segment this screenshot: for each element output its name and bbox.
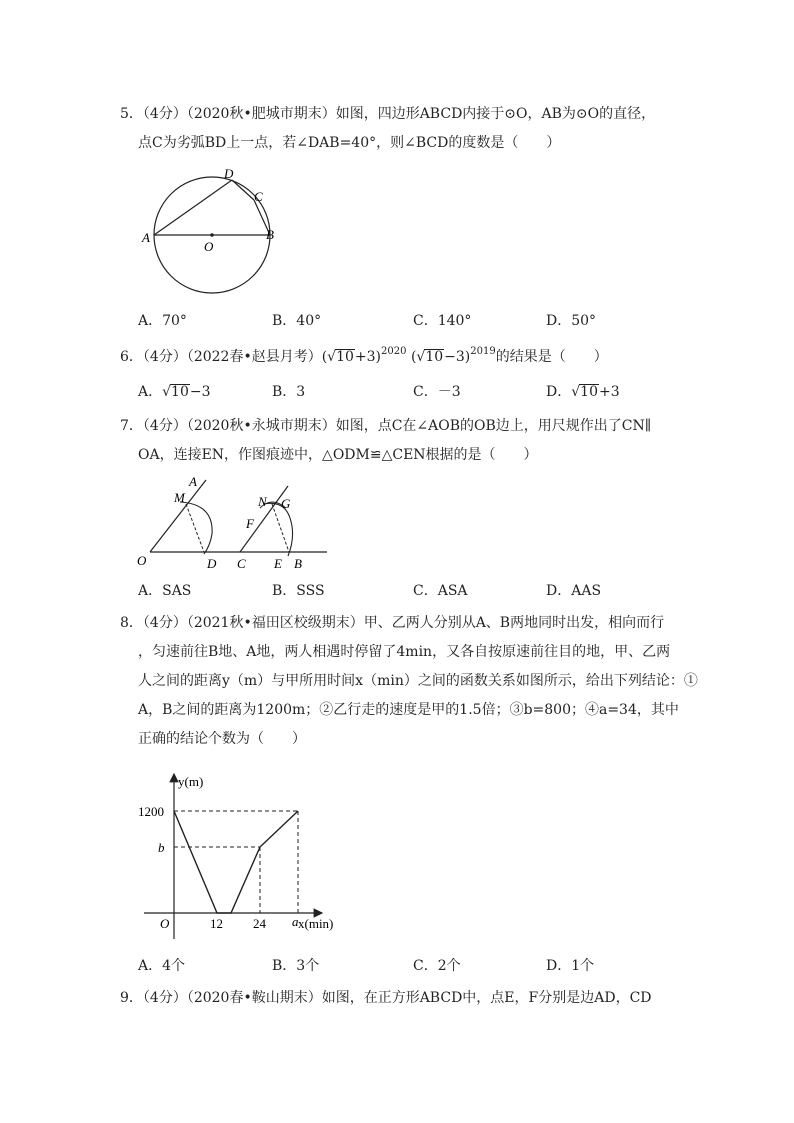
q7-option-a[interactable]: A．SAS xyxy=(138,583,192,599)
q6-option-a-radicand: 10 xyxy=(171,384,189,400)
q8-x12: 12 xyxy=(210,916,223,931)
q7-line2: OA，连接EN，作图痕迹中，△ODM≌△CEN根据的是（ ） xyxy=(138,447,538,463)
q5-line2: 点C为劣弧BD上一点，若∠DAB=40°，则∠BCD的度数是（ ） xyxy=(138,135,561,151)
q5-circle-figure xyxy=(130,160,290,295)
q9-line1: 9．（4分）（2020春•鞍山期末）如图，在正方形ABCD中，点E，F分别是边AD，CD xyxy=(120,990,652,1006)
q8-option-b[interactable]: B．3个 xyxy=(272,958,320,974)
q8-option-d[interactable]: D．1个 xyxy=(546,958,595,974)
q5-label-b: B xyxy=(266,227,274,242)
q7-line1: 7．（4分）（2020秋•永城市期末）如图，点C在∠AOB的OB边上，用尺规作出了CN∥ xyxy=(120,418,652,434)
q5-label-a: A xyxy=(142,230,150,245)
q6-suffix: 的结果是（ ） xyxy=(495,349,608,365)
q5-label-c: C xyxy=(254,189,263,204)
q6-exp1: 2020 xyxy=(381,346,407,357)
q7-option-d[interactable]: D．AAS xyxy=(546,583,602,599)
q8-option-a[interactable]: A．4个 xyxy=(138,958,186,974)
q5-option-d[interactable]: D．50° xyxy=(546,313,597,329)
q5-line1: 5．（4分）（2020秋•肥城市期末）如图，四边形ABCD内接于⊙O，AB为⊙O的直径， xyxy=(120,106,656,122)
q7-label-e: E xyxy=(274,556,282,571)
q6-exp2: 2019 xyxy=(470,346,496,357)
q8-origin: O xyxy=(160,916,170,931)
q6-expr1-open: ( xyxy=(321,349,328,365)
q6-option-a-tail: −3 xyxy=(189,384,211,400)
q8-x24: 24 xyxy=(253,916,266,931)
q6-option-a[interactable] xyxy=(138,382,211,402)
q6-option-a-label: A． xyxy=(138,384,163,400)
q6-option-c[interactable]: C．－3 xyxy=(413,384,461,400)
q8-line4: A，B之间的距离为1200m；②乙行走的速度是甲的1.5倍；③b=800；④a=34，其中 xyxy=(138,702,679,718)
q8-line3: 人之间的距离y（m）与甲所用时间x（min）之间的函数关系如图所示，给出下列结论：① xyxy=(138,673,698,689)
q8-y1200: 1200 xyxy=(138,804,164,819)
q5-option-c[interactable]: C．140° xyxy=(413,313,472,329)
q6-expr2-close: −3) xyxy=(444,349,471,365)
q6-expr1-radicand: 10 xyxy=(336,349,354,365)
q8-option-c[interactable]: C．2个 xyxy=(413,958,461,974)
sqrt-icon: √ xyxy=(416,349,426,365)
q7-label-a: A xyxy=(189,474,197,489)
sqrt-icon: √ xyxy=(571,384,581,400)
q6-expr1-close: +3) xyxy=(354,349,382,365)
q7-label-d: D xyxy=(207,556,217,571)
q8-ylabel: y(m) xyxy=(178,774,204,789)
q7-label-m: M xyxy=(174,490,185,505)
q6-prefix: 6．（4分）（2022春•赵县月考） xyxy=(120,349,322,365)
q8-xa: a xyxy=(292,914,299,929)
q6-expr2-radicand: 10 xyxy=(425,349,444,365)
q7-label-f: F xyxy=(246,516,254,531)
q8-line2: ，匀速前往B地、A地，两人相遇时停留了4min，又各自按原速前往目的地，甲、乙两 xyxy=(138,644,671,660)
sqrt-icon: √ xyxy=(162,384,172,400)
q7-option-b[interactable]: B．SSS xyxy=(272,583,325,599)
q8-function-graph xyxy=(130,764,360,944)
q8-yb: b xyxy=(158,840,165,855)
q6-option-d-tail: +3 xyxy=(598,384,620,400)
q5-label-o: O xyxy=(204,239,214,254)
q7-construction-figure xyxy=(134,474,334,574)
sqrt-icon: √ xyxy=(327,349,337,365)
q6-expr2-open: ( xyxy=(410,349,417,365)
q8-xlabel: x(min) xyxy=(298,916,334,931)
q6-option-d[interactable] xyxy=(546,382,620,402)
q7-label-b: B xyxy=(294,556,302,571)
q6-option-b[interactable]: B．3 xyxy=(272,384,306,400)
q7-label-n: N xyxy=(258,494,267,509)
q6-option-d-label: D． xyxy=(546,384,572,400)
q7-label-o: O xyxy=(137,553,147,568)
q6-option-d-radicand: 10 xyxy=(580,384,598,400)
q7-label-c: C xyxy=(237,556,246,571)
q8-line5: 正确的结论个数为（ ） xyxy=(138,731,306,747)
q6-line xyxy=(120,347,608,369)
q5-option-a[interactable]: A．70° xyxy=(138,313,187,329)
q5-label-d: D xyxy=(224,166,234,181)
q7-option-c[interactable]: C．ASA xyxy=(413,583,468,599)
q8-line1: 8．（4分）（2021秋•福田区校级期末）甲、乙两人分别从A、B两地同时出发，相向而行 xyxy=(120,615,665,631)
q7-label-g: G xyxy=(281,496,291,511)
q5-option-b[interactable]: B．40° xyxy=(272,313,322,329)
